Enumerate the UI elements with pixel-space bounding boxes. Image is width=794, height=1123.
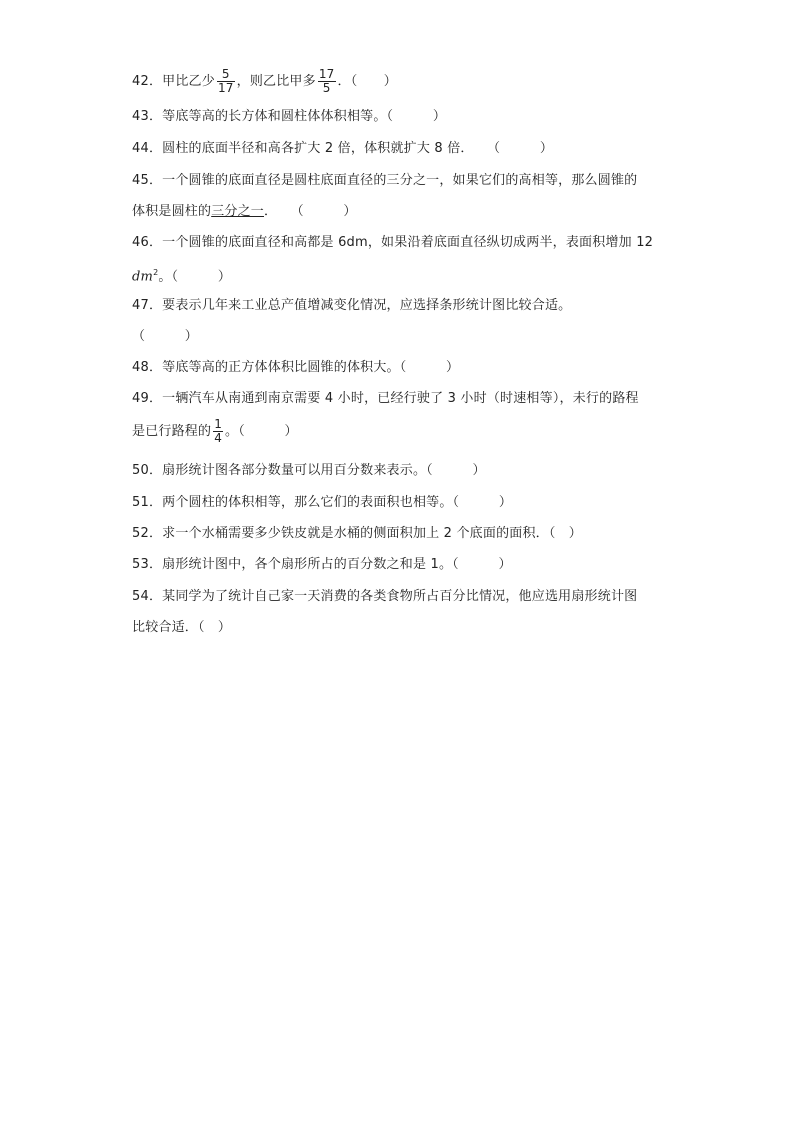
- q42-fraction-2: [318, 68, 336, 95]
- q49-fraction: [213, 418, 223, 445]
- question-51: 51．两个圆柱的体积相等，那么它们的表面积也相等。（ ）: [132, 495, 513, 510]
- question-48: 48．等底等高的正方体体积比圆锥的体积大。（ ）: [132, 360, 460, 375]
- q42-frac1-den: 17: [217, 81, 234, 95]
- question-45-line-1: 45．一个圆锥的底面直径是圆柱底面直径的三分之一，如果它们的高相等，那么圆锥的: [132, 173, 638, 188]
- q42-frac1-num: 5: [221, 67, 230, 81]
- question-46-line-1: 46．一个圆锥的底面直径和高都是 6dm，如果沿着底面直径纵切成两半，表面积增加 12: [132, 235, 654, 250]
- question-43: 43．等底等高的长方体和圆柱体体积相等。（ ）: [132, 109, 447, 124]
- q49-frac-den: 4: [214, 431, 223, 445]
- question-52: 52．求一个水桶需要多少铁皮就是水桶的侧面积加上 2 个底面的面积．（ ）: [132, 526, 582, 541]
- q42-fraction-1: [217, 68, 235, 95]
- q46-text-b: 。（ ）: [158, 269, 232, 285]
- question-47-line-1: 47．要表示几年来工业总产值增减变化情况，应选择条形统计图比较合适。: [132, 298, 572, 313]
- q45-underlined: 三分之一: [211, 204, 265, 219]
- question-49-line-2: [132, 418, 298, 445]
- q42-frac2-num: 17: [318, 67, 335, 81]
- q42-frac2-den: 5: [318, 81, 336, 95]
- q45-text-b: ． （ ）: [264, 204, 357, 219]
- q49-frac-num: 1: [214, 417, 223, 431]
- q42-text-a: 42．甲比乙少: [132, 74, 215, 89]
- q49-text-b: 。（ ）: [225, 424, 298, 439]
- question-53: 53．扇形统计图中，各个扇形所占的百分数之和是 1。（ ）: [132, 557, 512, 572]
- q46-unit-sup: 2: [153, 268, 159, 277]
- q45-text-a: 体积是圆柱的: [132, 204, 212, 219]
- question-42: [132, 68, 397, 95]
- question-54-line-2: 比较合适．（ ）: [132, 620, 232, 635]
- q49-text-a: 是已行路程的: [132, 424, 212, 439]
- question-46-line-2: [132, 264, 231, 286]
- q42-text-b: ，则乙比甲多: [236, 74, 316, 89]
- question-50: 50．扇形统计图各部分数量可以用百分数来表示。（ ）: [132, 463, 486, 478]
- question-44: 44．圆柱的底面半径和高各扩大 2 倍，体积就扩大 8 倍． （ ）: [132, 141, 554, 156]
- question-54-line-1: 54．某同学为了统计自己家一天消费的各类食物所占百分比情况，他应选用扇形统计图: [132, 589, 638, 604]
- q42-text-c: ．（ ）: [337, 74, 398, 89]
- question-49-line-1: 49．一辆汽车从南通到南京需要 4 小时，已经行驶了 3 小时（时速相等），未行的路程: [132, 391, 639, 406]
- q46-unit: dm: [132, 269, 154, 285]
- question-45-line-2: [132, 203, 357, 221]
- question-47-line-2: （ ）: [132, 329, 199, 344]
